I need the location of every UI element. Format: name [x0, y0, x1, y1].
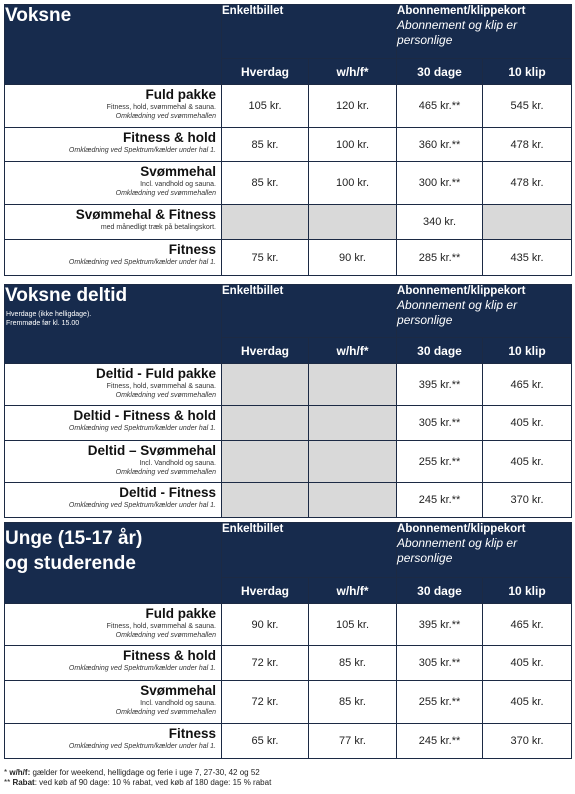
table-row	[5, 240, 572, 276]
price-cell: 90 kr.	[309, 240, 397, 276]
empty-cell	[309, 364, 397, 406]
single-ticket-header: Enkeltbillet	[222, 285, 397, 338]
row-note: Omklædning ved svømmehallen	[115, 113, 216, 120]
empty-cell	[309, 406, 397, 441]
col-30-days: 30 dage	[397, 59, 483, 85]
row-label	[5, 483, 222, 518]
table-row	[5, 205, 572, 240]
row-label	[5, 205, 222, 240]
price-cell: 100 kr.	[309, 128, 397, 162]
price-cell: 300 kr.**	[397, 162, 483, 205]
row-label	[5, 681, 222, 724]
section-note-line: Hverdage (ikke helligdage).	[6, 311, 92, 318]
row-name: Fitness	[168, 726, 216, 741]
section-title: Voksne	[5, 5, 222, 85]
row-name: Deltid - Fuld pakke	[95, 366, 216, 381]
empty-cell	[222, 364, 309, 406]
single-ticket-header: Enkeltbillet	[222, 5, 397, 59]
footnotes	[4, 768, 271, 788]
table-row	[5, 604, 572, 646]
row-label	[5, 724, 222, 759]
empty-cell	[222, 483, 309, 518]
price-cell: 370 kr.	[483, 483, 572, 518]
table-row	[5, 364, 572, 406]
col-weekday: Hverdag	[222, 338, 309, 364]
price-cell: 255 kr.**	[397, 441, 483, 483]
row-note: Omklædning ved svømmehallen	[115, 469, 216, 476]
section-title	[5, 523, 222, 604]
footnote-whf	[4, 768, 271, 778]
row-note: Omklædning ved svømmehallen	[115, 392, 216, 399]
price-cell: 395 kr.**	[397, 364, 483, 406]
price-cell: 465 kr.	[483, 364, 572, 406]
price-cell: 105 kr.	[309, 604, 397, 646]
price-cell: 305 kr.**	[397, 646, 483, 681]
price-cell: 405 kr.	[483, 646, 572, 681]
price-cell: 340 kr.	[397, 205, 483, 240]
col-30-days: 30 dage	[397, 338, 483, 364]
row-desc: Incl. vandhold og sauna.	[140, 181, 216, 188]
col-30-days: 30 dage	[397, 578, 483, 604]
row-desc: Fitness, hold, svømmehal & sauna.	[106, 104, 216, 111]
price-cell: 465 kr.**	[397, 85, 483, 128]
price-table-adults	[4, 4, 572, 276]
price-cell: 65 kr.	[222, 724, 309, 759]
price-cell: 120 kr.	[309, 85, 397, 128]
empty-cell	[222, 441, 309, 483]
subscription-sublabel: Abonnement og klip er personlige	[397, 18, 518, 47]
subscription-header	[397, 285, 572, 338]
row-name: Deltid - Fitness	[119, 485, 216, 500]
row-label	[5, 604, 222, 646]
price-cell: 370 kr.	[483, 724, 572, 759]
row-label	[5, 441, 222, 483]
price-cell: 305 kr.**	[397, 406, 483, 441]
table-row	[5, 128, 572, 162]
row-name: Svømmehal	[140, 164, 216, 179]
row-desc: med månedligt træk på betalingskort.	[100, 224, 216, 231]
col-weekday: Hverdag	[222, 578, 309, 604]
subscription-sublabel: Abonnement og klip er personlige	[397, 536, 518, 565]
row-name: Fitness	[168, 242, 216, 257]
row-name: Fitness & hold	[122, 648, 216, 663]
price-cell: 85 kr.	[309, 681, 397, 724]
price-cell: 395 kr.**	[397, 604, 483, 646]
col-10-clips: 10 klip	[483, 59, 572, 85]
section-title	[5, 285, 222, 364]
footnote-discount	[4, 778, 271, 788]
price-cell: 405 kr.	[483, 406, 572, 441]
price-cell: 100 kr.	[309, 162, 397, 205]
footnote-term: w/h/f:	[9, 768, 31, 777]
row-label	[5, 162, 222, 205]
col-whf: w/h/f*	[309, 59, 397, 85]
col-whf: w/h/f*	[309, 578, 397, 604]
subscription-label: Abonnement/klippekort	[397, 285, 526, 297]
footnote-term: Rabat	[12, 778, 35, 787]
price-cell: 245 kr.**	[397, 483, 483, 518]
row-label	[5, 128, 222, 162]
subscription-label: Abonnement/klippekort	[397, 5, 526, 17]
row-name: Deltid – Svømmehal	[87, 443, 216, 458]
footnote-marker: *	[4, 768, 10, 777]
price-cell: 85 kr.	[222, 162, 309, 205]
row-desc: Incl. vandhold og sauna.	[140, 700, 216, 707]
price-cell: 285 kr.**	[397, 240, 483, 276]
table-row	[5, 85, 572, 128]
row-name: Fitness & hold	[122, 130, 216, 145]
footnote-text: : ved køb af 90 dage: 10 % rabat, ved køb af 180 dage: 15 % rabat	[34, 778, 272, 787]
price-cell: 245 kr.**	[397, 724, 483, 759]
row-label	[5, 646, 222, 681]
row-label	[5, 406, 222, 441]
table-row	[5, 406, 572, 441]
price-cell: 72 kr.	[222, 681, 309, 724]
empty-cell	[483, 205, 572, 240]
table-row	[5, 441, 572, 483]
row-label	[5, 364, 222, 406]
table-row	[5, 646, 572, 681]
price-cell: 545 kr.	[483, 85, 572, 128]
row-note: Omklædning ved svømmehallen	[115, 632, 216, 639]
row-name: Fuld pakke	[145, 87, 216, 102]
row-name: Svømmehal & Fitness	[75, 207, 216, 222]
row-label	[5, 85, 222, 128]
row-name: Deltid - Fitness & hold	[73, 408, 216, 423]
section-title-line: Unge (15-17 år)	[5, 528, 143, 549]
subscription-label: Abonnement/klippekort	[397, 523, 526, 535]
price-cell: 478 kr.	[483, 162, 572, 205]
price-cell: 90 kr.	[222, 604, 309, 646]
row-label	[5, 240, 222, 276]
price-cell: 72 kr.	[222, 646, 309, 681]
row-note: Omklædning ved Spektrum/kælder under hal 1.	[68, 147, 216, 154]
single-ticket-header: Enkeltbillet	[222, 523, 397, 578]
subscription-header	[397, 523, 572, 578]
row-note: Omklædning ved Spektrum/kælder under hal 1.	[68, 743, 216, 750]
row-desc: Fitness, hold, svømmehal & sauna.	[106, 623, 216, 630]
row-note: Omklædning ved Spektrum/kælder under hal 1.	[68, 425, 216, 432]
row-name: Fuld pakke	[145, 606, 216, 621]
row-note: Omklædning ved Spektrum/kælder under hal 1.	[68, 259, 216, 266]
section-note-line: Fremmøde før kl. 15.00	[6, 320, 80, 327]
row-note: Omklædning ved svømmehallen	[115, 709, 216, 716]
price-cell: 465 kr.	[483, 604, 572, 646]
empty-cell	[309, 483, 397, 518]
price-cell: 478 kr.	[483, 128, 572, 162]
section-title-line: og studerende	[5, 553, 136, 574]
price-cell: 77 kr.	[309, 724, 397, 759]
row-note: Omklædning ved Spektrum/kælder under hal 1.	[68, 502, 216, 509]
price-cell: 105 kr.	[222, 85, 309, 128]
table-row	[5, 681, 572, 724]
col-weekday: Hverdag	[222, 59, 309, 85]
subscription-sublabel: Abonnement og klip er personlige	[397, 298, 518, 327]
subscription-header	[397, 5, 572, 59]
price-cell: 360 kr.**	[397, 128, 483, 162]
row-name: Svømmehal	[140, 683, 216, 698]
table-row	[5, 162, 572, 205]
footnote-marker: **	[4, 778, 13, 787]
row-desc: Fitness, hold, svømmehal & sauna.	[106, 383, 216, 390]
empty-cell	[309, 205, 397, 240]
empty-cell	[222, 205, 309, 240]
price-cell: 85 kr.	[222, 128, 309, 162]
price-cell: 255 kr.**	[397, 681, 483, 724]
empty-cell	[309, 441, 397, 483]
row-desc: Incl. Vandhold og sauna.	[139, 460, 216, 467]
section-note	[5, 310, 221, 328]
price-table-youth-students	[4, 522, 572, 759]
col-10-clips: 10 klip	[483, 338, 572, 364]
price-cell: 405 kr.	[483, 681, 572, 724]
price-cell: 75 kr.	[222, 240, 309, 276]
col-whf: w/h/f*	[309, 338, 397, 364]
footnote-text: gælder for weekend, helligdage og ferie i uge 7, 27-30, 42 og 52	[30, 768, 260, 777]
price-cell: 435 kr.	[483, 240, 572, 276]
table-row	[5, 483, 572, 518]
section-title-text: Voksne deltid	[5, 285, 128, 306]
row-note: Omklædning ved svømmehallen	[115, 190, 216, 197]
price-cell: 405 kr.	[483, 441, 572, 483]
price-cell: 85 kr.	[309, 646, 397, 681]
table-row	[5, 724, 572, 759]
empty-cell	[222, 406, 309, 441]
price-table-adults-parttime	[4, 284, 572, 518]
col-10-clips: 10 klip	[483, 578, 572, 604]
row-note: Omklædning ved Spektrum/kælder under hal 1.	[68, 665, 216, 672]
